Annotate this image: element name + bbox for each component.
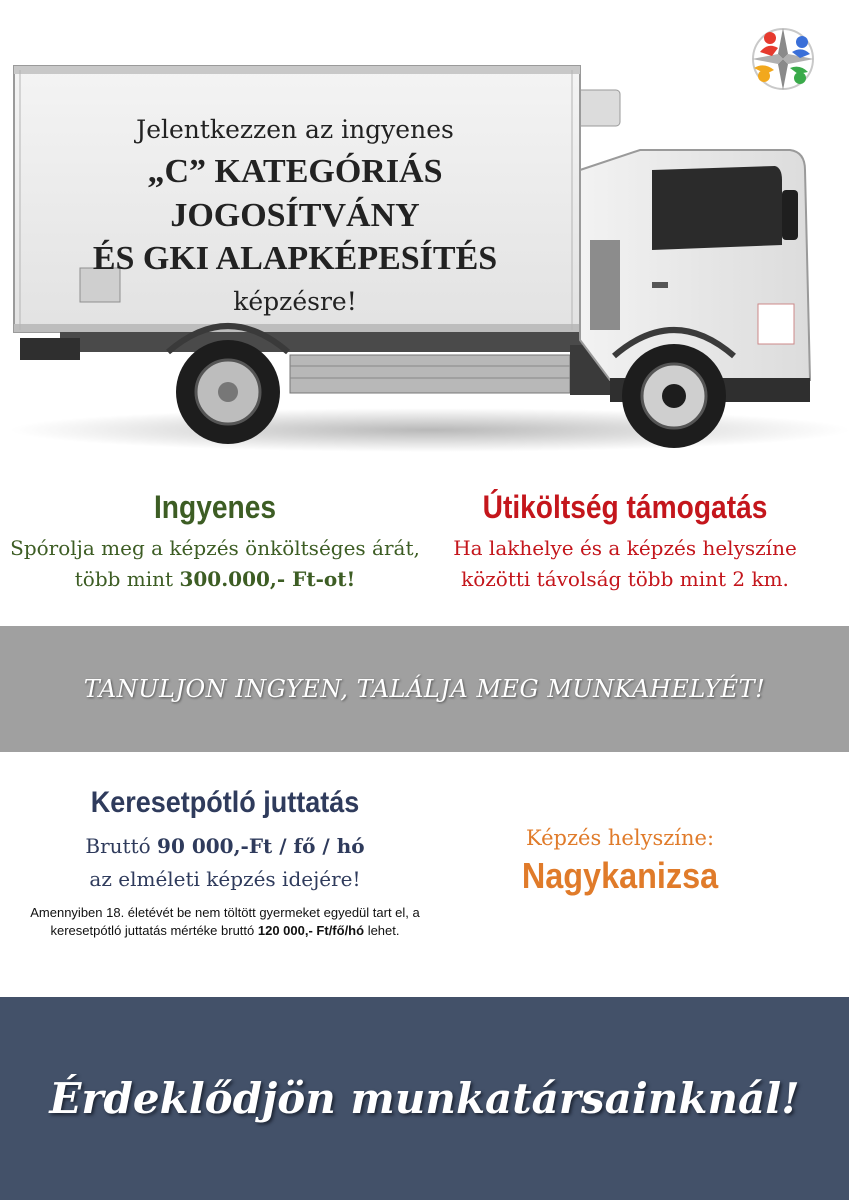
footer-text: Érdeklődjön munkatársainknál! xyxy=(49,1074,800,1123)
allowance-gross-label: Bruttó xyxy=(85,834,158,858)
heading-line-2: „C” KATEGÓRIÁS JOGOSÍTVÁNY xyxy=(147,153,443,234)
heading-line-1: Jelentkezzen az ingyenes xyxy=(136,115,454,144)
truck-box-heading xyxy=(30,112,560,322)
allowance-amount-line xyxy=(20,830,430,863)
allowance-period: az elméleti képzés idejére! xyxy=(89,867,361,891)
heading-line-4: képzésre! xyxy=(233,287,357,316)
feature-free-title: Ingyenes xyxy=(153,489,277,525)
slogan-band xyxy=(0,626,849,752)
location-city: Nagykanizsa xyxy=(521,855,719,896)
feature-travel-text: Ha lakhelye és a képzés helyszíne közötti távolság több mint 2 km. xyxy=(453,536,797,591)
feature-travel-title: Útiköltség támogatás xyxy=(482,489,768,525)
footer-band xyxy=(0,997,849,1200)
allowance-note-text: Amennyiben 18. életévét be nem töltött gyermeket egyedül tart el, a keresetpótló juttatás mértéke bruttó xyxy=(30,905,420,938)
feature-travel xyxy=(425,485,825,595)
location-block xyxy=(470,822,770,898)
location-label: Képzés helyszíne: xyxy=(525,826,715,850)
feature-free-text-main: Spórolja meg a képzés önköltséges árát, több mint xyxy=(10,536,420,591)
feature-free xyxy=(0,485,430,595)
allowance-title: Keresetpótló juttatás xyxy=(90,786,360,819)
allowance-note-end: lehet. xyxy=(364,923,400,938)
allowance-amount: 90 000,-Ft / fő / hó xyxy=(157,834,365,858)
allowance-block xyxy=(20,782,430,940)
feature-free-text xyxy=(0,533,430,595)
compass-people-logo-icon xyxy=(746,22,820,96)
feature-free-amount: 300.000,- Ft-ot! xyxy=(179,567,356,591)
slogan-text: TANULJON INGYEN, TALÁLJA MEG MUNKAHELYÉT! xyxy=(83,675,766,703)
heading-line-3: ÉS GKI ALAPKÉPESÍTÉS xyxy=(92,240,498,277)
allowance-note xyxy=(20,904,430,940)
allowance-note-amount: 120 000,- Ft/fő/hó xyxy=(257,923,365,938)
